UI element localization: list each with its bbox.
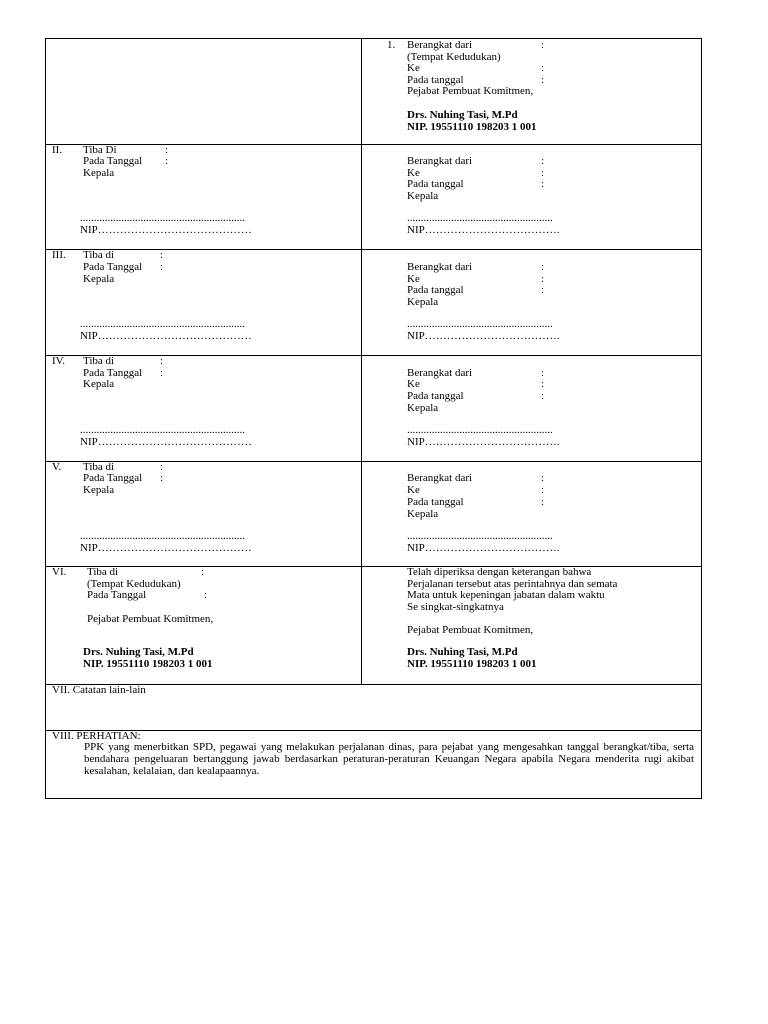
official-nip: NIP. 19551110 198203 1 001 <box>83 658 213 670</box>
colon: : <box>541 367 545 379</box>
pada-label: Pada tanggal <box>407 178 464 190</box>
nip-line: NIP…………………………………… <box>80 542 252 554</box>
signature-line: ............................................................ <box>80 212 245 224</box>
berangkat-label: Berangkat dari <box>407 155 473 167</box>
colon: : <box>541 155 545 167</box>
row1-colon: : <box>541 39 545 51</box>
colon: : <box>160 355 164 367</box>
signature-line: ..................................................... <box>407 212 553 224</box>
perhatian-label: VIII. PERHATIAN: <box>52 730 141 742</box>
row1-tempat-label: (Tempat Kedudukan) <box>407 51 501 63</box>
row-number: IV. <box>52 355 65 367</box>
colon: : <box>541 484 545 496</box>
signature-line: ..................................................... <box>407 530 553 542</box>
column-divider <box>361 39 362 684</box>
kepala-label: Kepala <box>83 167 115 179</box>
pada-label: Pada tanggal <box>407 496 464 508</box>
verification-line-4: Se singkat-singkatnya <box>407 601 504 613</box>
kepala-label: Kepala <box>407 296 439 308</box>
colon: : <box>541 378 545 390</box>
row-divider <box>46 249 701 250</box>
verification-line-2: Perjalanan tersebut atas perintahnya dan semata <box>407 578 618 590</box>
row-divider <box>46 730 701 731</box>
row1-pada-label: Pada tanggal <box>407 74 464 86</box>
ke-label: Ke <box>407 273 420 285</box>
official-name: Drs. Nuhing Tasi, M.Pd <box>83 646 194 658</box>
colon: : <box>541 390 545 402</box>
row1-number: 1. <box>387 39 396 51</box>
row-number: V. <box>52 461 62 473</box>
kepala-label: Kepala <box>83 484 115 496</box>
catatan-label: VII. Catatan lain-lain <box>52 684 146 696</box>
kepala-label: Kepala <box>407 508 439 520</box>
pada-tanggal-label: Pada Tanggal <box>83 472 143 484</box>
row1-official-name: Drs. Nuhing Tasi, M.Pd <box>407 109 518 121</box>
row-divider <box>46 144 701 145</box>
colon: : <box>541 273 545 285</box>
signature-line: ............................................................ <box>80 530 245 542</box>
tiba-label: Tiba Di <box>83 144 117 156</box>
signature-line: ..................................................... <box>407 318 553 330</box>
nip-line: NIP………………………………. <box>407 542 560 554</box>
pada-tanggal-label: Pada Tanggal <box>83 261 143 273</box>
colon: : <box>160 472 164 484</box>
verification-line-3: Mata untuk kepeningan jabatan dalam waktu <box>407 589 605 601</box>
pada-tanggal-label: Pada Tanggal <box>83 367 143 379</box>
colon: : <box>160 249 164 261</box>
row1-ke-label: Ke <box>407 62 420 74</box>
ke-label: Ke <box>407 484 420 496</box>
nip-line: NIP………………………………. <box>407 330 560 342</box>
pada-tanggal-label: Pada Tanggal <box>87 589 147 601</box>
signature-line: ............................................................ <box>80 318 245 330</box>
berangkat-label: Berangkat dari <box>407 261 473 273</box>
pada-label: Pada tanggal <box>407 284 464 296</box>
signature-line: ............................................................ <box>80 424 245 436</box>
berangkat-label: Berangkat dari <box>407 367 473 379</box>
colon: : <box>541 472 545 484</box>
tiba-label: Tiba di <box>87 566 119 578</box>
colon: : <box>160 367 164 379</box>
ke-label: Ke <box>407 167 420 179</box>
nip-line: NIP………………………………. <box>407 436 560 448</box>
kepala-label: Kepala <box>407 402 439 414</box>
colon: : <box>541 496 545 508</box>
colon: : <box>541 261 545 273</box>
tiba-label: Tiba di <box>83 249 115 261</box>
row-divider <box>46 461 701 462</box>
colon: : <box>541 178 545 190</box>
official-nip: NIP. 19551110 198203 1 001 <box>407 658 537 670</box>
ke-label: Ke <box>407 378 420 390</box>
pejabat-label: Pejabat Pembuat Komitmen, <box>407 624 534 636</box>
colon: : <box>165 155 169 167</box>
colon: : <box>201 566 205 578</box>
nip-line: NIP…………………………………… <box>80 436 252 448</box>
row1-colon: : <box>541 62 545 74</box>
tiba-label: Tiba di <box>83 461 115 473</box>
row-number: VI. <box>52 566 67 578</box>
colon: : <box>541 284 545 296</box>
row-divider <box>46 355 701 356</box>
kepala-label: Kepala <box>83 378 115 390</box>
pada-tanggal-label: Pada Tanggal <box>83 155 143 167</box>
row-divider <box>46 566 701 567</box>
nip-line: NIP…………………………………… <box>80 330 252 342</box>
tiba-label: Tiba di <box>83 355 115 367</box>
tempat-label: (Tempat Kedudukan) <box>87 578 181 590</box>
kepala-label: Kepala <box>407 190 439 202</box>
row1-pejabat-label: Pejabat Pembuat Komitmen, <box>407 85 534 97</box>
row1-berangkat-label: Berangkat dari <box>407 39 473 51</box>
spd-form-frame <box>45 38 702 799</box>
row1-official-nip: NIP. 19551110 198203 1 001 <box>407 121 537 133</box>
nip-line: NIP………………………………. <box>407 224 560 236</box>
official-name: Drs. Nuhing Tasi, M.Pd <box>407 646 518 658</box>
berangkat-label: Berangkat dari <box>407 472 473 484</box>
colon: : <box>160 261 164 273</box>
row-number: III. <box>52 249 66 261</box>
colon: : <box>160 461 164 473</box>
row1-colon: : <box>541 74 545 86</box>
pada-label: Pada tanggal <box>407 390 464 402</box>
nip-line: NIP…………………………………… <box>80 224 252 236</box>
row-number: II. <box>52 144 63 156</box>
signature-line: ..................................................... <box>407 424 553 436</box>
pejabat-label: Pejabat Pembuat Komitmen, <box>87 613 214 625</box>
colon: : <box>165 144 169 156</box>
verification-line-1: Telah diperiksa dengan keterangan bahwa <box>407 566 592 578</box>
colon: : <box>541 167 545 179</box>
perhatian-text: PPK yang menerbitkan SPD, pegawai yang melakukan perjalanan dinas, para pejabat yang mengesahkan tanggal berangkat/tiba, serta bendahara pengeluaran bertanggung jawab berdasarkan peraturan-peraturan Keuangan Negara apabila Negara menderita rugi akibat kesalahan, kelalaian, dan kealapaannya. <box>84 741 694 777</box>
colon: : <box>204 589 208 601</box>
kepala-label: Kepala <box>83 273 115 285</box>
